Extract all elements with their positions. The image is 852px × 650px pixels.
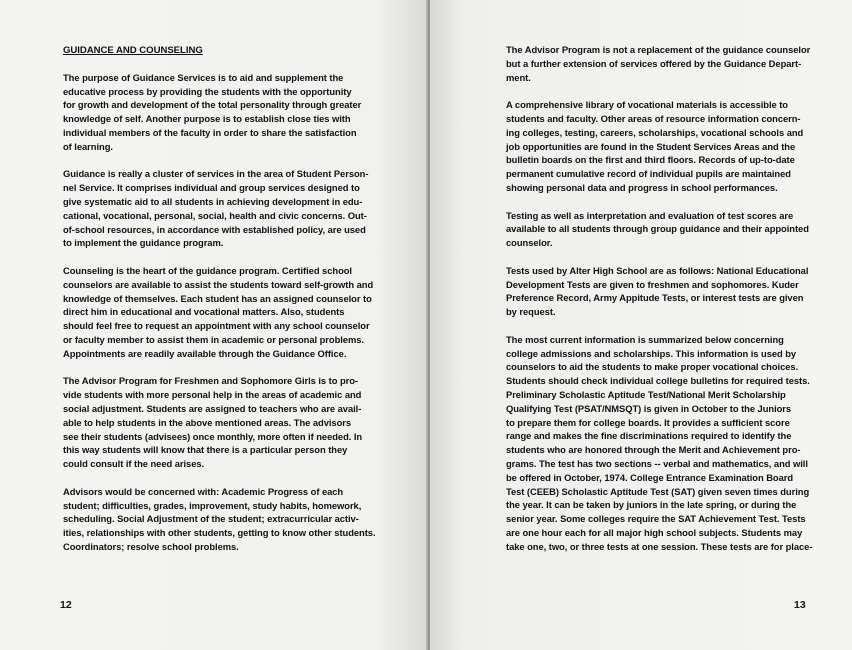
text-line: direct him in educational and vocational matters. Also, students: [63, 306, 345, 318]
paragraph: [63, 485, 375, 554]
left-page-text-column: [63, 44, 375, 567]
text-line: grams. The test has two sections -- verbal and mathematics, and will: [506, 457, 808, 469]
paragraph: [506, 209, 818, 250]
text-line: A comprehensive library of vocational materials is accessible to: [506, 99, 788, 111]
text-line: Qualifying Test (PSAT/NMSQT) is given in October to the Juniors: [506, 402, 792, 414]
text-line: job opportunities are found in the Student Services Areas and the: [506, 140, 796, 152]
text-line: this way students will know that there is a particular person they: [63, 444, 348, 456]
text-line: students who are honored through the Merit and Achievement pro-: [506, 444, 801, 456]
text-line: should feel free to request an appointment with any school counselor: [63, 320, 370, 332]
text-line: cational, vocational, personal, social, health and civic concerns. Out-: [63, 209, 367, 221]
text-line: able to help students in the above mentioned areas. The advisors: [63, 416, 352, 428]
text-line: could consult if the need arises.: [63, 458, 205, 470]
paragraph: [506, 98, 818, 195]
text-line: are one hour each for all major high school subjects. Students may: [506, 526, 803, 538]
text-line: ment.: [506, 71, 531, 83]
paragraph: [63, 264, 375, 361]
text-line: give systematic aid to all students in achieving development in edu-: [63, 195, 363, 207]
text-line: Students should check individual college bulletins for required tests.: [506, 375, 810, 387]
right-page-text-column: [506, 43, 818, 567]
page-number-left: 12: [60, 599, 72, 611]
left-page-paragraphs: [63, 71, 375, 554]
text-line: Appointments are readily available through the Guidance Office.: [63, 347, 347, 359]
text-line: see their students (advisees) once monthly, more often if needed. In: [63, 430, 363, 442]
text-line: be offered in October, 1974. College Entrance Examination Board: [506, 471, 794, 483]
text-line: The Advisor Program is not a replacement of the guidance counselor: [506, 44, 811, 55]
paragraph: [63, 374, 375, 471]
text-line: Advisors would be concerned with: Academic Progress of each: [63, 485, 344, 497]
right-page-paragraphs: [506, 43, 818, 553]
text-line: Testing as well as interpretation and evaluation of test scores are: [506, 209, 794, 221]
text-line: educative process by providing the students with the opportunity: [63, 85, 352, 97]
text-line: social adjustment. Students are assigned to teachers who are avail-: [63, 402, 362, 414]
text-line: of-school resources, in accordance with established policy, are used: [63, 223, 366, 235]
text-line: take one, two, or three tests at one session. These tests are for place-: [506, 540, 813, 552]
text-line: permanent cumulative record of individual pupils are maintained: [506, 168, 791, 180]
page-number-right: 13: [794, 599, 806, 611]
text-line: to implement the guidance program.: [63, 237, 224, 249]
text-line: range and makes the fine discriminations required to identify the: [506, 430, 792, 442]
text-line: Preliminary Scholastic Aptitude Test/National Merit Scholarship: [506, 388, 786, 400]
text-line: knowledge of themselves. Each student has an assigned counselor to: [63, 292, 372, 304]
text-line: or faculty member to assist them in academic or personal problems.: [63, 333, 364, 345]
text-line: college admissions and scholarships. This information is used by: [506, 347, 797, 359]
paragraph: [506, 43, 818, 84]
text-line: by request.: [506, 306, 556, 318]
text-line: individual members of the faculty in order to share the satisfaction: [63, 126, 357, 138]
paragraph: [506, 264, 818, 319]
text-line: scheduling. Social Adjustment of the student; extracurricular activ-: [63, 513, 359, 525]
text-line: nel Service. It comprises individual and group services designed to: [63, 182, 360, 194]
text-line: counselors are available to assist the students toward self-growth and: [63, 278, 374, 290]
text-line: student; difficulties, grades, improvement, study habits, homework,: [63, 499, 362, 511]
paragraph: [506, 333, 818, 554]
text-line: senior year. Some colleges require the SAT Achievement Test. Tests: [506, 513, 806, 525]
text-line: counselor.: [506, 237, 553, 249]
text-line: to prepare them for college boards. It provides a sufficient score: [506, 416, 790, 428]
text-line: The most current information is summarized below concerning: [506, 333, 784, 345]
text-line: students and faculty. Other areas of resource information concern-: [506, 112, 801, 124]
text-line: counselors to aid the students to make proper vocational choices.: [506, 361, 799, 373]
text-line: showing personal data and progress in school performances.: [506, 181, 778, 193]
text-line: for growth and development of the total personality through greater: [63, 99, 362, 111]
text-line: ities, relationships with other students, getting to know other students.: [63, 527, 376, 539]
text-line: Development Tests are given to freshmen and sophomores. Kuder: [506, 278, 799, 290]
text-line: but a further extension of services offered by the Guidance Depart-: [506, 57, 802, 69]
paragraph: [63, 71, 375, 154]
text-line: bulletin boards on the first and third floors. Records of up-to-date: [506, 154, 795, 166]
text-line: the year. It can be taken by juniors in the late spring, or during the: [506, 499, 797, 511]
text-line: Guidance is really a cluster of services in the area of Student Person-: [63, 168, 369, 180]
section-heading: GUIDANCE AND COUNSELING: [63, 45, 203, 56]
paragraph: [63, 167, 375, 250]
text-line: The purpose of Guidance Services is to aid and supplement the: [63, 71, 344, 83]
text-line: Preference Record, Army Appitude Tests, or interest tests are given: [506, 292, 804, 304]
text-line: The Advisor Program for Freshmen and Sophomore Girls is to pro-: [63, 375, 358, 387]
text-line: knowledge of self. Another purpose is to establish close ties with: [63, 113, 351, 125]
text-line: Coordinators; resolve school problems.: [63, 540, 239, 552]
text-line: of learning.: [63, 140, 113, 152]
text-line: available to all students through group guidance and their appointed: [506, 223, 809, 235]
text-line: vide students with more personal help in the areas of academic and: [63, 389, 362, 401]
text-line: Counseling is the heart of the guidance program. Certified school: [63, 264, 352, 276]
text-line: Test (CEEB) Scholastic Aptitude Test (SAT) given seven times during: [506, 485, 810, 497]
text-line: ing colleges, testing, careers, scholarships, vocational schools and: [506, 126, 804, 138]
text-line: Tests used by Alter High School are as follows: National Educational: [506, 264, 809, 276]
right-page: [430, 0, 852, 650]
